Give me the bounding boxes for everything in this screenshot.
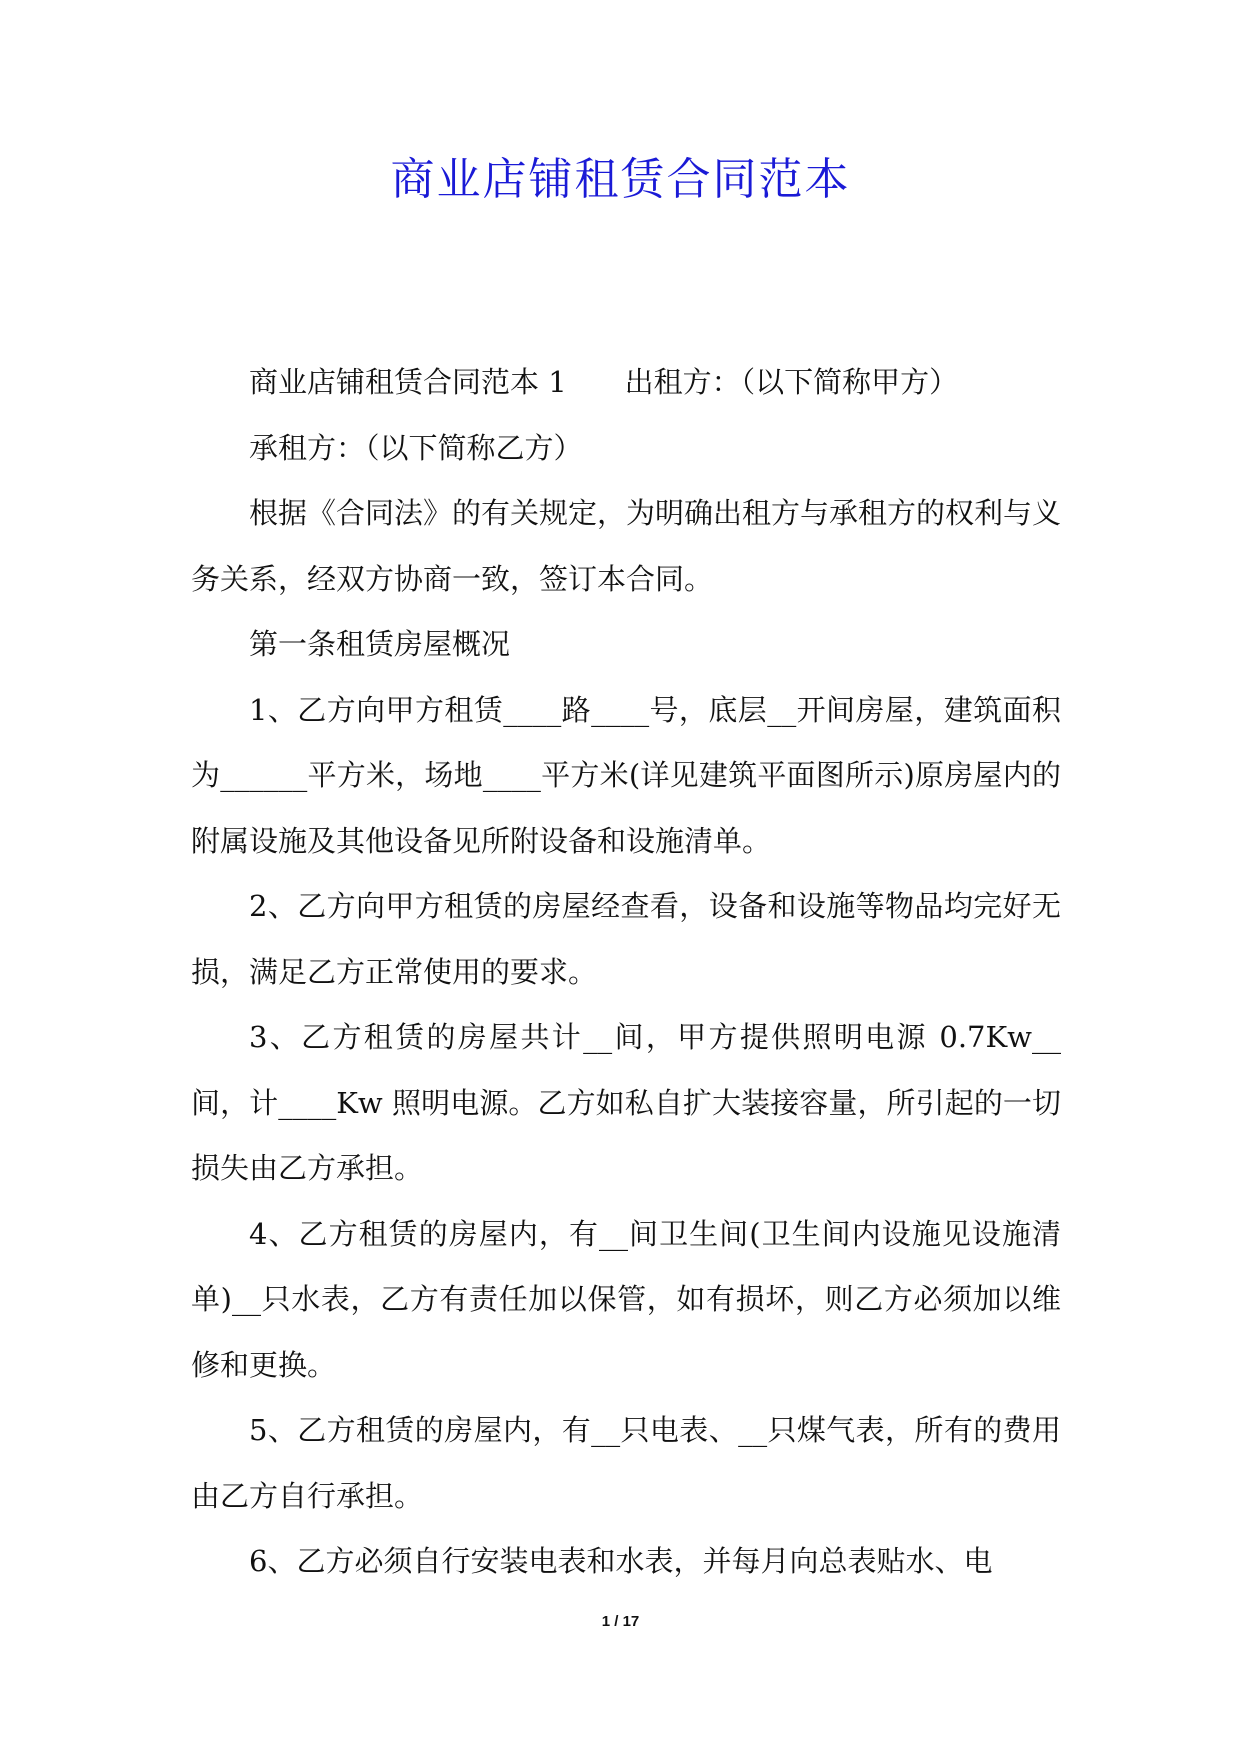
- paragraph-parties-lessee: 承租方：（以下简称乙方）: [249, 430, 583, 465]
- paragraph-clause-6: 6、乙方必须自行安装电表和水表，并每月向总表贴水、电: [249, 1544, 993, 1578]
- paragraph-clause-4: 4、乙方租赁的房屋内，有__间卫生间(卫生间内设施见设施清单)__只水表，乙方有责任加以保管，如有损坏，则乙方必须加以维修和更换。: [191, 1216, 1061, 1382]
- paragraph-clause-5: 5、乙方租赁的房屋内，有__只电表、__只煤气表，所有的费用由乙方自行承担。: [191, 1413, 1061, 1513]
- paragraph-clause-2: 2、乙方向甲方租赁的房屋经查看，设备和设施等物品均完好无损，满足乙方正常使用的要求。: [191, 889, 1061, 989]
- document-body: [191, 350, 1061, 1595]
- paragraph-parties-lessor: 商业店铺租赁合同范本 1 出租方：（以下简称甲方）: [249, 365, 959, 399]
- document-title: 商业店铺租赁合同范本: [390, 154, 851, 205]
- paragraph-clause-1: 1、乙方向甲方租赁____路____号，底层__开间房屋，建筑面积为______平方米，场地____平方米(详见建筑平面图所示)原房屋内的附属设施及其他设备见所附设备和设施清单。: [191, 692, 1061, 858]
- paragraph-article-heading: 第一条租赁房屋概况: [249, 627, 511, 661]
- paragraph-preamble: 根据《合同法》的有关规定，为明确出租方与承租方的权利与义务关系，经双方协商一致，签订本合同。: [191, 496, 1062, 596]
- paragraph-clause-3: 3、乙方租赁的房屋共计__间，甲方提供照明电源 0.7Kw__间，计____Kw 照明电源。乙方如私自扩大装接容量，所引起的一切损失由乙方承担。: [191, 1020, 1061, 1185]
- page-number: 1 / 17: [601, 1613, 640, 1630]
